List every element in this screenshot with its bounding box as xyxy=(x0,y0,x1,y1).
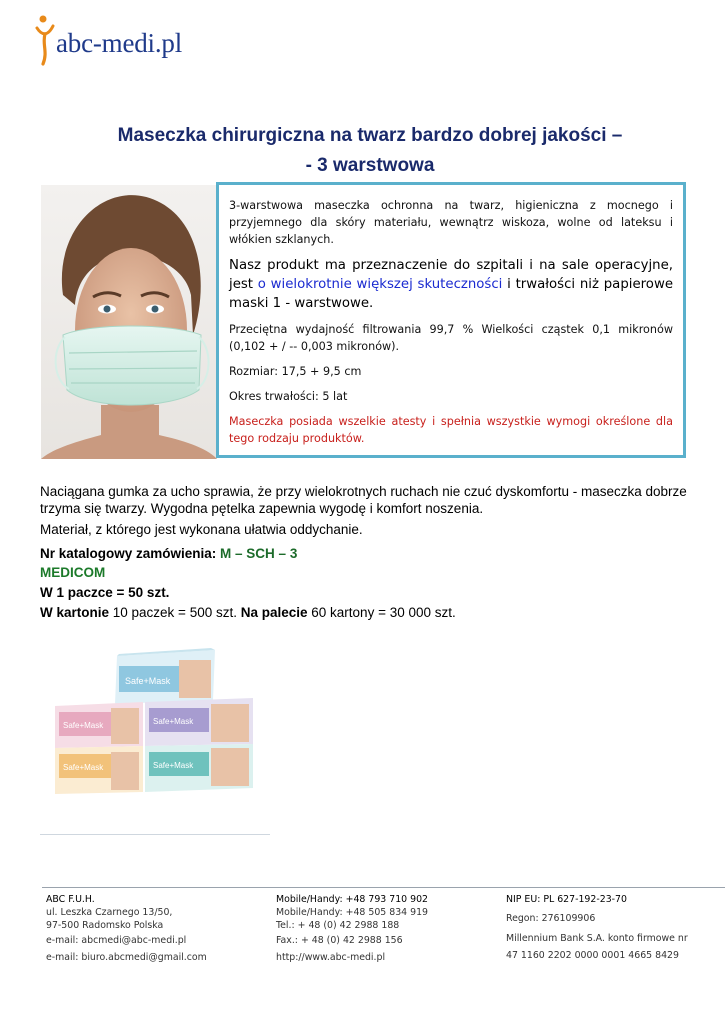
page-title-line-1: Maseczka chirurgiczna na twarz bardzo dobrej jakości – xyxy=(117,125,623,146)
footer-bank-name: Millennium Bank S.A. konto firmowe nr xyxy=(506,933,688,944)
footer-street: ul. Leszka Czarnego 13/50, xyxy=(46,907,173,918)
box-label-teal: Safe+Mask xyxy=(153,761,194,770)
description-paragraph-1: Naciągana gumka za ucho sprawia, że przy wielokrotnych ruchach nie czuć dyskomfortu - maseczka dobrze trzyma się twarzy. Wygodna pętelka zapewnia wygodę i komfort noszenia. xyxy=(40,484,687,516)
footer-divider xyxy=(42,887,725,888)
mask-boxes-illustration xyxy=(55,648,255,796)
product-boxes-image xyxy=(55,648,255,796)
footer-company-column xyxy=(46,893,207,964)
footer-company-name: ABC F.U.H. xyxy=(46,894,95,905)
footer-phone: Tel.: + 48 (0) 42 2988 188 xyxy=(276,920,400,931)
size-text: Rozmiar: 17,5 + 9,5 cm xyxy=(229,365,362,378)
pack-quantity: W 1 paczce = 50 szt. xyxy=(40,585,170,600)
footer-website-link[interactable]: http://www.abc-medi.pl xyxy=(276,952,386,963)
footer-nip: NIP EU: PL 627-192-23-70 xyxy=(506,894,627,905)
pallet-label: Na palecie xyxy=(240,605,308,620)
highlight-effectiveness: o wielokrotnie większej skuteczności xyxy=(257,277,503,292)
highlight-part-1: Nasz produkt ma przeznaczenie do szpitali i na sale operacyjne, jest xyxy=(229,258,673,292)
footer-email-2[interactable]: e-mail: biuro.abcmedi@gmail.com xyxy=(46,952,207,963)
logo-wordmark: abc-medi.pl xyxy=(56,28,182,58)
product-info-box xyxy=(216,182,686,458)
divider-short xyxy=(40,834,270,835)
catalog-code: M – SCH – 3 xyxy=(220,546,298,561)
catalog-number xyxy=(40,545,690,562)
company-logo xyxy=(30,12,190,68)
carton-pallet-quantity xyxy=(40,604,690,621)
filtration-text: Przeciętna wydajność filtrowania 99,7 % Wielkości cząstek 0,1 mikronów (0,102 + / -- 0,003 mikronów). xyxy=(229,323,673,353)
intro-text: 3-warstwowa maseczka ochronna na twarz, higieniczna z mocnego i przyjemnego dla skóry materiału, wewnątrz wiskoza, wolne od lateksu i włókien szklanych. xyxy=(229,199,673,246)
footer-fax: Fax.: + 48 (0) 42 2988 156 xyxy=(276,935,403,946)
highlight-part-2: i trwałości niż papierowe maski 1 - warstwowe. xyxy=(229,277,673,311)
footer-mobile-1: Mobile/Handy: +48 793 710 902 xyxy=(276,894,429,905)
box-label-top: Safe+Mask xyxy=(125,676,171,686)
footer-mobile-2: Mobile/Handy: +48 505 834 919 xyxy=(276,907,429,918)
highlight-text xyxy=(229,256,673,313)
carton-label: W kartonie xyxy=(40,605,110,620)
brand-name: MEDICOM xyxy=(40,565,106,580)
footer-regon: Regon: 276109906 xyxy=(506,913,596,924)
logo-figure-icon xyxy=(34,14,56,66)
shelf-life-text: Okres trwałości: 5 lat xyxy=(229,390,348,403)
pallet-value: 60 kartony = 30 000 szt. xyxy=(307,605,456,620)
footer-email-1[interactable]: e-mail: abcmedi@abc-medi.pl xyxy=(46,935,187,946)
catalog-label: Nr katalogowy zamówienia: xyxy=(40,546,221,561)
box-label-yellow: Safe+Mask xyxy=(63,763,104,772)
box-label-purple: Safe+Mask xyxy=(153,717,194,726)
certificates-text: Maseczka posiada wszelkie atesty i spełnia wszystkie wymogi określone dla tego rodzaju produktów. xyxy=(229,415,673,445)
page-title-line-2: - 3 warstwowa xyxy=(305,155,435,176)
footer-bank-account: 47 1160 2202 0000 0001 4665 8429 xyxy=(506,950,679,961)
footer-contact-column xyxy=(276,893,428,964)
product-photo-woman-mask xyxy=(41,185,217,459)
carton-value: 10 paczek = 500 szt. xyxy=(109,605,241,620)
woman-face-illustration xyxy=(41,185,217,459)
footer-bank-column xyxy=(506,893,688,962)
footer-city: 97-500 Radomsko Polska xyxy=(46,920,164,931)
box-label-pink: Safe+Mask xyxy=(63,721,104,730)
description-paragraph-2: Materiał, z którego jest wykonana ułatwia oddychanie. xyxy=(40,522,363,537)
